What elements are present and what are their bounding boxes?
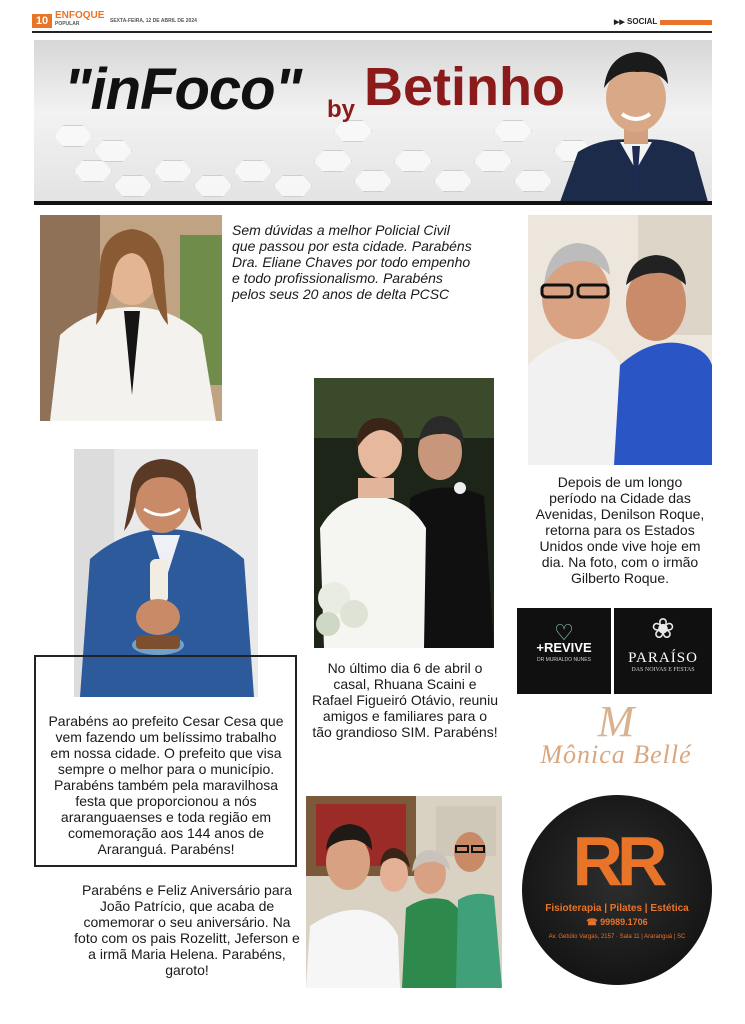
newspaper-brand [55, 11, 104, 29]
section-name: SOCIAL [627, 17, 658, 26]
rr-services: Fisioterapia | Pilates | Estética [545, 903, 689, 914]
paraiso-sub: DAS NOIVAS E FESTAS [631, 667, 695, 673]
flower-icon: ❀ [651, 613, 675, 644]
column-by: by [327, 96, 356, 123]
section-bar [660, 20, 712, 25]
heart-icon: ♡ [554, 620, 574, 645]
rr-logo: RR [572, 822, 662, 900]
ad-revive [517, 608, 611, 694]
caption-joao: Parabéns e Feliz Aniversário para João Patrício, que acaba de comemorar o seu aniversário. Na foto com os pais Rozelitt, Jeferson e a irmã Maria Helena. Parabéns, garoto! [74, 882, 300, 978]
rr-address: Av. Getúlio Vargas, 2157 · Sala 11 | Araranguá | SC [548, 934, 686, 940]
photo-wedding-couple [314, 378, 494, 648]
caption-wedding: No último dia 6 de abril o casal, Rhuana Scaini e Rafael Figueiró Otávio, reuniu amigos e familiares para o tão grandioso SIM. Parabéns! [312, 660, 498, 740]
columnist-photo [558, 40, 712, 202]
section-label [614, 17, 657, 26]
monogram-icon: M [597, 697, 635, 746]
ad-monica-belle [522, 697, 710, 786]
caption-eliane: Sem dúvidas a melhor Policial Civil que passou por esta cidade. Parabéns Dra. Eliane Chaves por todo empenho e todo profissionalismo. Parabéns pelos seus 20 anos de delta PCSC [232, 222, 472, 302]
paraiso-name: PARAÍSO [628, 650, 698, 666]
header-rule [32, 31, 712, 33]
caption-prefeito: Parabéns ao prefeito Cesar Cesa que vem fazendo um belíssimo trabalho em nossa cidade. O prefeito que visa sempre o melhor para o município. Parabéns também pela maravilhosa festa que proporcionou a nós araranguaenses e toda região em comemoração aos 144 anos de Araranguá. Parabéns! [48, 713, 284, 857]
page-number: 10 [32, 14, 52, 28]
columnist-name: Betinho [364, 57, 565, 117]
ad-paraiso [614, 608, 712, 694]
column-title: "inFoco" [64, 57, 302, 122]
double-chevron-icon: ▶▶ [614, 19, 625, 26]
whatsapp-icon: ☎ [586, 917, 598, 927]
photo-eliane-chaves [40, 215, 222, 421]
banner-rule [34, 201, 712, 205]
dateline: SEXTA-FEIRA, 12 DE ABRIL DE 2024 [110, 18, 197, 24]
photo-denilson-roque [528, 215, 712, 465]
ad-rr-fisioterapia [522, 795, 712, 985]
brand-sub: POPULAR [55, 21, 80, 27]
photo-joao-patricio [306, 796, 502, 988]
rr-phone-row [522, 917, 712, 928]
monica-name: Mônica Bellé [540, 740, 692, 769]
caption-denilson: Depois de um longo período na Cidade das Avenidas, Denilson Roque, retorna para os Estados Unidos onde vive hoje em dia. Na foto, com o irmão Gilberto Roque. [535, 474, 705, 586]
rr-phone: 99989.1706 [600, 917, 648, 927]
revive-name: +REVIVE [536, 640, 592, 655]
revive-sub: DR MURIALDO NUNES [537, 657, 591, 663]
brand-name: ENFOQUE [55, 10, 105, 21]
